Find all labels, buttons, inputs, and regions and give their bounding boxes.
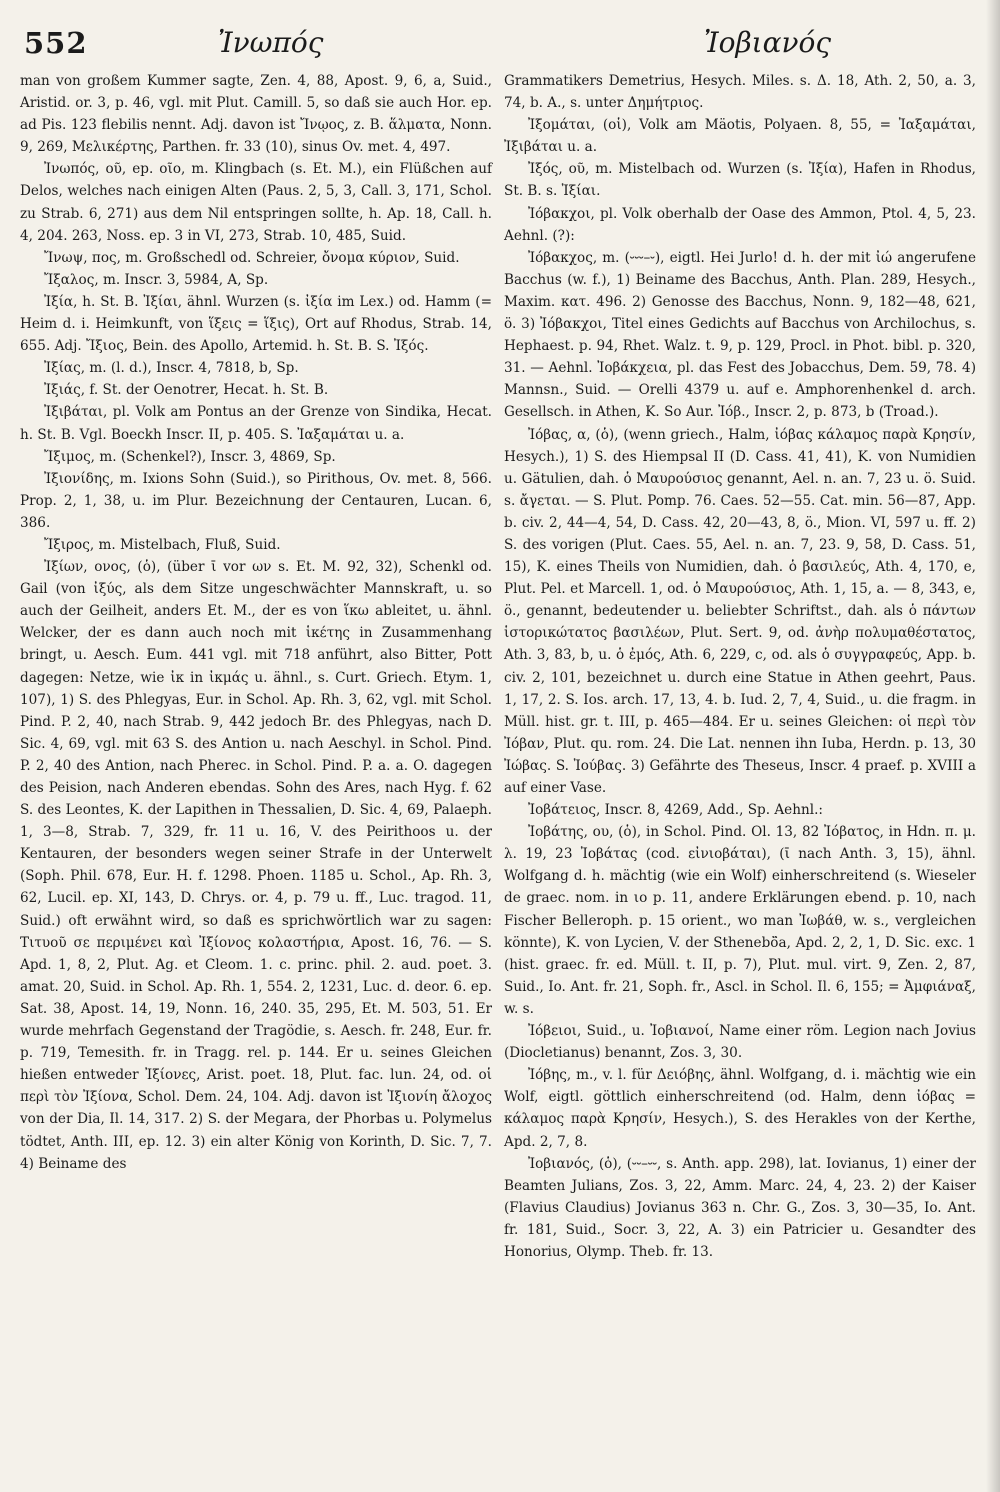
dictionary-entry: Ἰξία, h. St. B. Ἰξίαι, ähnl. Wurzen (s. ἰξία im Lex.) od. Hamm (= Heim d. i. Heimkunft, von ἵξεις = ἵξις), Ort auf Rhodus, Strab. 14, 655. Adj. Ἴξιος, Bein. des Apollo, Artemid. h. St. B. S. Ἰξός. — [20, 293, 492, 355]
dictionary-entry: Ἴνωψ, πος, m. Großschedl od. Schreier, ὄνομα κύριον, Suid. — [44, 249, 460, 266]
dictionary-entry: Ἰοβάτειος, Inscr. 8, 4269, Add., Sp. Aehnl.: — [528, 802, 823, 819]
dictionary-entry: Ἰξιονίδης, m. Ixions Sohn (Suid.), so Pirithous, Ov. met. 8, 566. Prop. 2, 1, 38, u. im Plur. Bezeichnung der Centauren, Lucan. 6, 386. — [20, 470, 492, 531]
dictionary-entry: Ἰξιβάται, pl. Volk am Pontus an der Grenze von Sindika, Hecat. h. St. B. Vgl. Boeckh Inscr. II, p. 405. S. Ἰαξαμάται u. a. — [20, 404, 492, 443]
dictionary-entry: Ἰξιάς, f. St. der Oenotrer, Hecat. h. St. B. — [44, 382, 329, 399]
dictionary-entry: Ἰοβιανός, (ὁ), (⏑⏑–⏑⏑, s. Anth. app. 298), lat. Iovianus, 1) einer der Beamten Julians, Zos. 3, 22, Amm. Marc. 24, 4, 23. 2) der Kaiser (Flavius Claudius) Jovianus 363 n. Chr. G., Zos. 3, 30—35, Io. Ant. fr. 181, Suid., Socr. 3, 22, A. 3) ein Patricier u. Gesandter des Honorius, Olymp. Theb. fr. 13. — [504, 1155, 976, 1260]
dictionary-entry: Ἰόβακχοι, pl. Volk oberhalb der Oase des Ammon, Ptol. 4, 5, 23. Aehnl. (?): — [504, 205, 976, 244]
right-column — [504, 70, 976, 1263]
dictionary-entry: Ἰξομάται, (οἱ), Volk am Mäotis, Polyaen. 8, 55, = Ἰαξαμάται, Ἰξιβάται u. a. — [504, 117, 976, 156]
dictionary-entry: Ἴξιρος, m. Mistelbach, Fluß, Suid. — [44, 536, 281, 553]
page-header — [20, 18, 976, 70]
left-running-headword: Ἰνωπός — [218, 26, 324, 59]
dictionary-entry: man von großem Kummer sagte, Zen. 4, 88, Apost. 9, 6, a, Suid., Aristid. or. 3, p. 46, vgl. mit Plut. Camill. 5, so daß sie auch Hor. ep. ad Pis. 123 flebilis nennt. Adj. davon ist Ἴνῳος, z. B. ἅλματα, Nonn. 9, 269, Μελικέρτης, Parthen. fr. 33 (10), sinus Ov. met. 4, 497. — [20, 73, 492, 156]
text-columns — [20, 70, 976, 1263]
dictionary-entry: Ἰόβας, α, (ὁ), (wenn griech., Halm, ἰόβας κάλαμος παρὰ Κρησίν, Hesych.), 1) S. des Hiempsal II (D. Cass. 41, 41), K. von Numidien u. Gätulien, dah. ὁ Μαυρούσιος genannt, Ael. n. an. 7, 23 u. ö. Suid. s. ἄγεται. — S. Plut. Pomp. 76. Caes. 52—55. Cat. min. 56—87, App. b. civ. 2, 44—4, 54, D. Cass. 42, 20—43, 8, ö., Mion. VI, 597 u. ff. 2) S. des vorigen (Plut. Caes. 55, Ael. n. an. 7, 23. 9, 58, D. Cass. 51, 15), K. eines Theils von Numidien, dah. ὁ βασιλεύς, Ath. 4, 170, e, Plut. Pel. et Marcell. 1, od. ὁ Μαυρούσιος, Ath. 1, 15, a. — 8, 343, e, ö., genannt, bedeutender u. beliebter Schriftst., dah. als ὁ πάντων ἱστορικώτατος βασιλέων, Plut. Sert. 9, od. ἀνὴρ πολυμαθέστατος, Ath. 3, 83, b, u. ὁ ἐμός, Ath. 6, 229, c, od. als ὁ συγγραφεύς, App. b. civ. 2, 101, bezeichnet u. durch eine Statue in Athen geehrt, Paus. 1, 17, 2. S. Ios. arch. 17, 13, 4. b. Iud. 2, 7, 4, Suid., u. die fragm. in Müll. hist. gr. t. III, p. 465—484. Er u. seines Gleichen: οἱ περὶ τὸν Ἰόβαν, Plut. qu. rom. 24. Die Lat. nennen ihn Iuba, Herdn. p. 13, 30 Ἰώβας. S. Ἰούβας. 3) Gefährte des Theseus, Inscr. 4 praef. p. XVIII a auf einer Vase. — [504, 426, 976, 796]
dictionary-entry: Ἰξός, οῦ, m. Mistelbach od. Wurzen (s. Ἰξία), Hafen in Rhodus, St. B. s. Ἰξίαι. — [504, 161, 976, 200]
dictionary-entry: Ἰξίας, m. (l. d.), Inscr. 4, 7818, b, Sp. — [44, 360, 299, 377]
dictionary-entry: Ἴξιμος, m. (Schenkel?), Inscr. 3, 4869, Sp. — [44, 448, 336, 465]
dictionary-entry: Ἰόβης, m., v. l. für Δειόβης, ähnl. Wolfgang, d. i. mächtig wie ein Wolf, eigtl. göttlich einherschreitend (od. Halm, denn ἰόβας = κάλαμος παρὰ Κρησίν, Hesych.), S. des Herakles von der Kerthe, Apd. 2, 7, 8. — [504, 1067, 976, 1150]
right-running-headword: Ἰοβιανός — [704, 26, 832, 59]
left-column — [20, 70, 492, 1263]
page-edge-shadow — [986, 0, 1000, 1492]
dictionary-entry: Ἰόβακχος, m. (⏑⏑⏑–⏑), eigtl. Hei Jurlo! d. h. der mit ἰώ angerufene Bacchus (w. f.), 1) Beiname des Bacchus, Anth. Plan. 289, Hesych., Maxim. κατ. 496. 2) Genosse des Bacchus, Nonn. 9, 182—48, 621, ö. 3) Ἰόβακχοι, Titel eines Gedichts auf Bacchus von Archilochus, s. Hephaest. p. 94, Rhet. Walz. t. 9, p. 129, Procl. in Phot. bibl. p. 320, 31. — Aehnl. Ἰοβάκχεια, pl. das Fest des Jobacchus, Dem. 59, 78. 4) Mannsn., Suid. — Orelli 4379 u. auf e. Amphorenhenkel d. arch. Gesellsch. in Athen, K. So Aur. Ἰόβ., Inscr. 2, p. 873, b (Troad.). — [504, 249, 976, 421]
page-number: 552 — [24, 26, 88, 60]
dictionary-entry: Ἴξαλος, m. Inscr. 3, 5984, A, Sp. — [44, 271, 269, 288]
dictionary-entry: Grammatikers Demetrius, Hesych. Miles. s. Δ. 18, Ath. 2, 50, a. 3, 74, b. A., s. unter Δημήτριος. — [504, 73, 976, 112]
dictionary-entry: Ἰόβειοι, Suid., u. Ἰοβιανοί, Name einer röm. Legion nach Jovius (Diocletianus) benannt, Zos. 3, 30. — [504, 1023, 976, 1062]
dictionary-entry: Ἰοβάτης, ου, (ὁ), in Schol. Pind. Ol. 13, 82 Ἰόβατος, in Hdn. π. μ. λ. 19, 23 Ἰοβάτας (cod. εἰνιοβάται), (ῑ nach Anth. 3, 15), ähnl. Wolfgang d. h. mächtig (wie ein Wolf) einherschreitend (s. Wieseler de graec. nom. in ιο p. 11, andere Erklärungen ebend. p. 10, nach Fischer Belleroph. p. 15 orient., wo man Ἰωβάθ, w. s., vergleichen könnte), K. von Lycien, V. der Sthenebö̈a, Apd. 2, 2, 1, D. Sic. exc. 1 (hist. graec. fr. ed. Müll. t. II, p. 7), Plut. mul. virt. 9, Zen. 2, 87, Suid., Io. Ant. fr. 21, Soph. fr., Ascl. in Schol. Il. 6, 155; = Ἀμφιάναξ, w. s. — [504, 824, 976, 1017]
dictionary-entry: Ἰξίων, ονος, (ὁ), (über ῑ vor ων s. Et. M. 92, 32), Schenkl od. Gail (von ἰξύς, als dem Sitze ungeschwächter Mannskraft, u. so auch der Geilheit, anders Et. M., der es von ἵκω ableitet, u. ähnl. Welcker, der es dann auch noch mit ἱκέτης in Zusammenhang bringt, u. Aesch. Eum. 441 vgl. mit 718 anführt, also Bitter, Pott dagegen: Netze, wie ἰκ in ἰκμάς u. ähnl., s. Curt. Griech. Etym. 1, 107), 1) S. des Phlegyas, Eur. in Schol. Ap. Rh. 3, 62, vgl. mit Schol. Pind. P. 2, 40, nach Strab. 9, 442 jedoch Br. des Phlegyas, nach D. Sic. 4, 69, vgl. mit 63 S. des Antion u. nach Aeschyl. in Schol. Pind. P. 2, 40 des Antion, nach Pherec. in Schol. Pind. P. a. a. O. dagegen des Peision, nach Anderen ebendas. Sohn des Ares, nach Hyg. f. 62 S. des Leontes, K. der Lapithen in Thessalien, D. Sic. 4, 69, Palaeph. 1, 3—8, Strab. 7, 329, fr. 11 u. 16, V. des Peirithoos u. der Kentauren, der besonders wegen seiner Strafe in der Unterwelt (Soph. Phil. 678, Eur. H. f. 1298. Phoen. 1185 u. Schol., Ap. Rh. 3, 62, Lucil. ep. XI, 143, D. Chrys. or. 4, p. 79 u. ff., Luc. tragod. 11, Suid.) oft erwähnt wird, so daß es sprichwörtlich war zu sagen: Τιτυοῦ σε περιμένει καὶ Ἰξίονος κολαστήρια, Apost. 16, 76. — S. Apd. 1, 8, 2, Plut. Ag. et Cleom. 1. c. princ. phil. 2. aud. poet. 3. amat. 20, Suid. in Schol. Ap. Rh. 1, 554. 2, 1231, Luc. d. deor. 6. ep. Sat. 38, Apost. 14, 19, Nonn. 16, 240. 35, 295, Et. M. 503, 51. Er wurde mehrfach Gegenstand der Tragödie, s. Aesch. fr. 248, Eur. fr. p. 719, Temesith. fr. in Tragg. rel. p. 144. Er u. seines Gleichen hießen entweder Ἰξίονες, Arist. poet. 18, Plut. fac. lun. 24, od. οἱ περὶ τὸν Ἰξίονα, Schol. Dem. 24, 104. Adj. davon ist Ἰξιονίη ἄλοχος von der Dia, Il. 14, 317. 2) S. der Megara, der Phorbas u. Polymelus tödtet, Anth. III, ep. 12. 3) ein alter König von Korinth, D. Sic. 7, 7. 4) Beiname des — [20, 559, 492, 1172]
dictionary-entry: Ἰνωπός, οῦ, ep. οῖο, m. Klingbach (s. Et. M.), ein Flüßchen auf Delos, welches nach einigen Alten (Paus. 2, 5, 3, Call. 3, 171, Schol. zu Strab. 6, 271) aus dem Nil entspringen sollte, h. Ap. 18, Call. h. 4, 204. 263, Noss. ep. 3 in VI, 273, Strab. 10, 485, Suid. — [20, 161, 492, 244]
